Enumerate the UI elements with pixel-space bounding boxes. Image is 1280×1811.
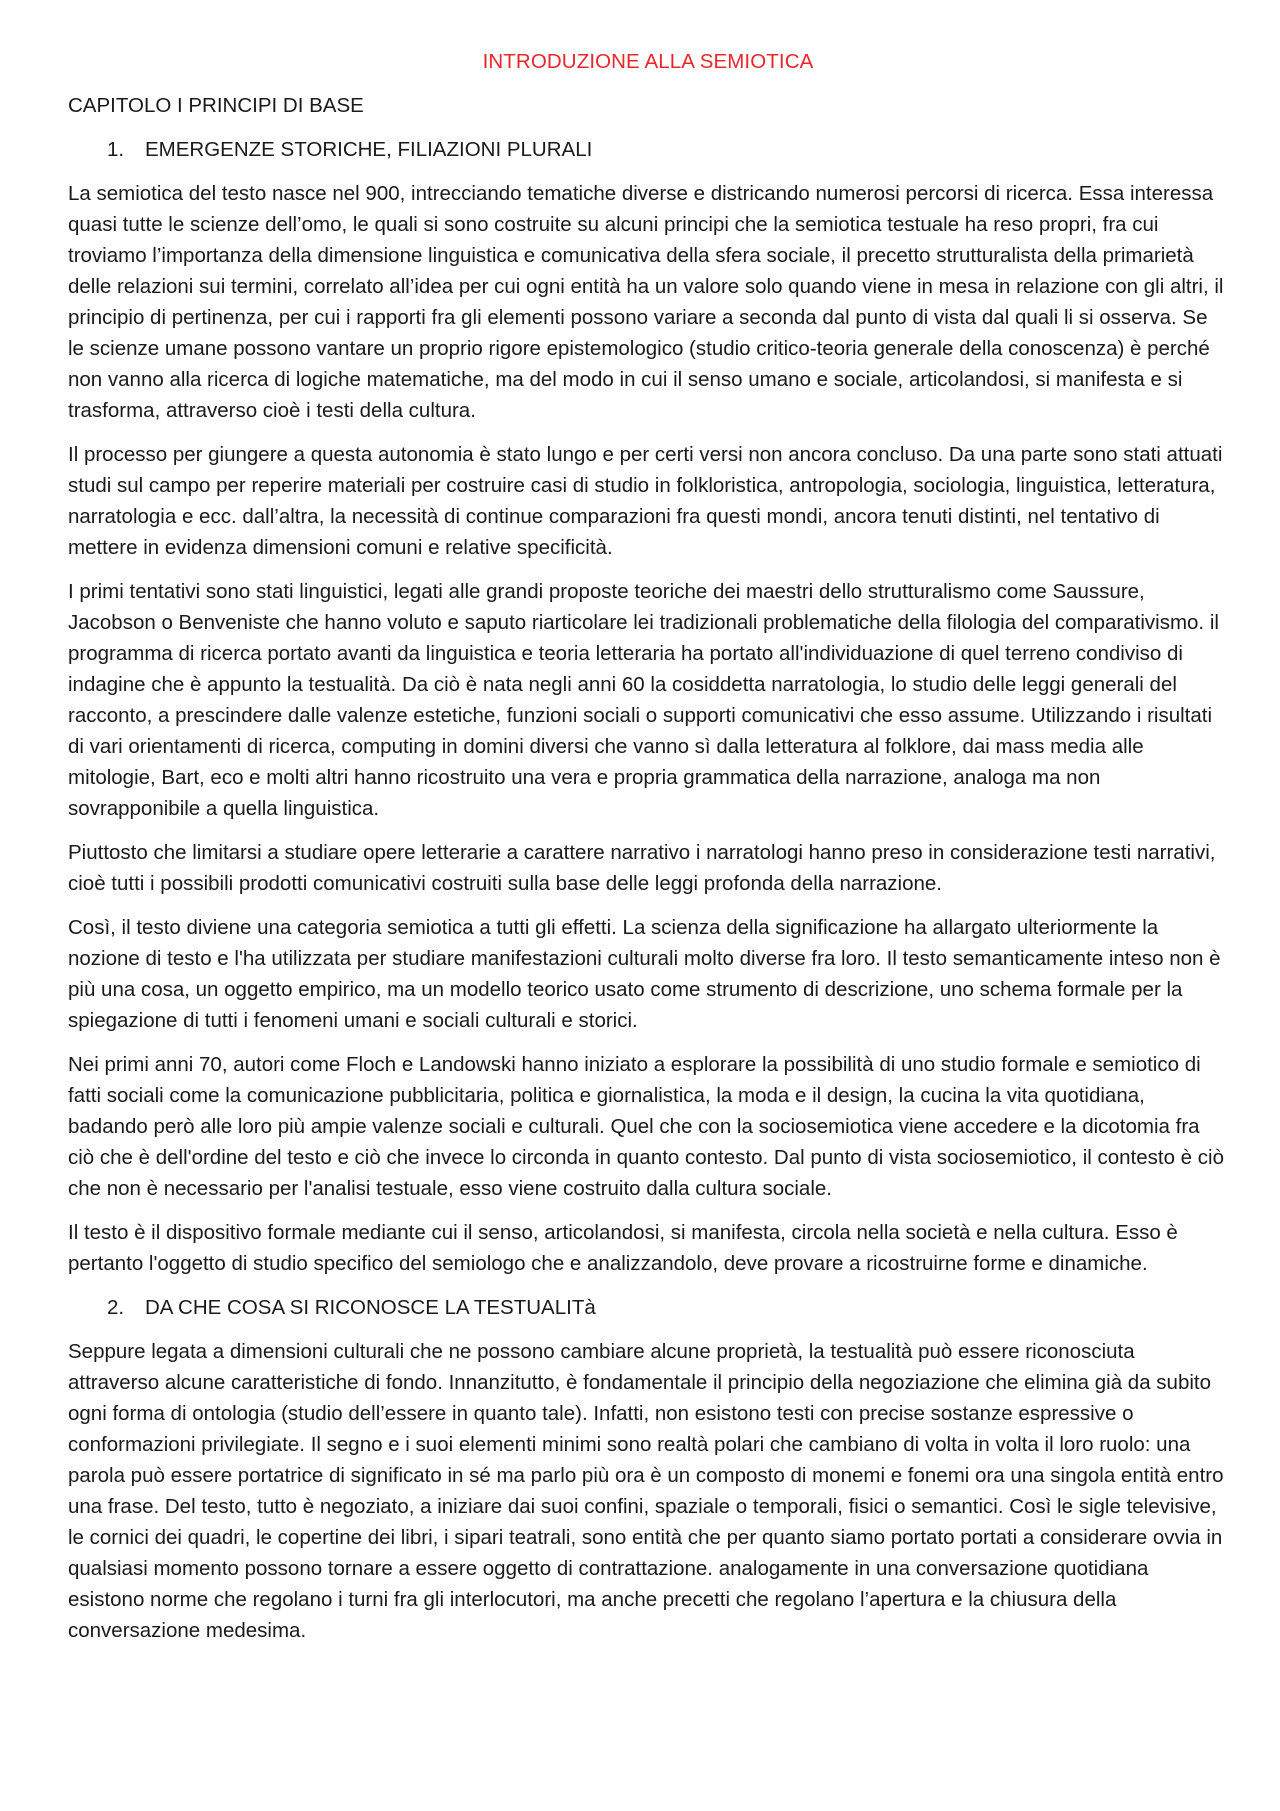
- section-number-1: 1.: [107, 138, 125, 161]
- section-heading-1: [68, 134, 1228, 165]
- paragraph: Così, il testo diviene una categoria semiotica a tutti gli effetti. La scienza della significazione ha allargato ulteriormente la nozione di testo e l'ha utilizzata per studiare manifestazioni culturali molto diverse fra loro. Il testo semanticamente inteso non è più una cosa, un oggetto empirico, ma un modello teorico usato come strumento di descrizione, uno schema formale per la spiegazione di tutti i fenomeni umani e sociali culturali e storici.: [68, 916, 1221, 1032]
- document-body: [68, 46, 1228, 1659]
- paragraph: Il testo è il dispositivo formale mediante cui il senso, articolandosi, si manifesta, circola nella società e nella cultura. Esso è pertanto l'oggetto di studio specifico del semiologo che e analizzandolo, deve provare a ricostruirne forme e dinamiche.: [68, 1221, 1178, 1275]
- section-number-2: 2.: [107, 1296, 125, 1319]
- paragraph: Seppure legata a dimensioni culturali che ne possono cambiare alcune proprietà, la testualità può essere riconosciuta attraverso alcune caratteristiche di fondo. Innanzitutto, è fondamentale il principio della negoziazione che elimina già da subito ogni forma di ontologia (studio dell’essere in quanto tale). Infatti, non esistono testi con precise sostanze espressive o conformazioni privilegiate. Il segno e i suoi elementi minimi sono realtà polari che cambiano di volta in volta il loro ruolo: una parola può essere portatrice di significato in sé ma parlo più ora è un composto di monemi e fonemi ora una singola entità entro una frase. Del testo, tutto è negoziato, a iniziare dai suoi confini, spaziale o temporali, fisici o semantici. Così le sigle televisive, le cornici dei quadri, le copertine dei libri, i sipari teatrali, sono entità che per quanto siamo portato portati a considerare ovvia in qualsiasi momento possono tornare a essere oggetto di contrattazione. analogamente in una conversazione quotidiana esistono norme che regolano i turni fra gli interlocutori, ma anche precetti che regolano l’apertura e la chiusura della conversazione medesima.: [68, 1340, 1224, 1642]
- chapter-heading: CAPITOLO I PRINCIPI DI BASE: [68, 94, 364, 117]
- section-heading-2: [68, 1292, 1228, 1323]
- document-title: INTRODUZIONE ALLA SEMIOTICA: [482, 50, 814, 73]
- paragraph: Piuttosto che limitarsi a studiare opere letterarie a carattere narrativo i narratologi hanno preso in considerazione testi narrativi, cioè tutti i possibili prodotti comunicativi costruiti sulla base delle leggi profonda della narrazione.: [68, 841, 1216, 895]
- paragraph: Nei primi anni 70, autori come Floch e Landowski hanno iniziato a esplorare la possibilità di uno studio formale e semiotico di fatti sociali come la comunicazione pubblicitaria, politica e giornalistica, la moda e il design, la cucina la vita quotidiana, badando però alle loro più ampie valenze sociali e culturali. Quel che con la sociosemiotica viene accedere e la dicotomia fra ciò che è dell'ordine del testo e ciò che invece lo circonda in quanto contesto. Dal punto di vista sociosemiotico, il contesto è ciò che non è necessario per l'analisi testuale, esso viene costruito dalla cultura sociale.: [68, 1053, 1224, 1200]
- paragraph: I primi tentativi sono stati linguistici, legati alle grandi proposte teoriche dei maestri dello strutturalismo come Saussure, Jacobson o Benveniste che hanno voluto e saputo riarticolare lei tradizionali problematiche della filologia del comparativismo. il programma di ricerca portato avanti da linguistica e teoria letteraria ha portato all'individuazione di quel terreno condiviso di indagine che è appunto la testualità. Da ciò è nata negli anni 60 la cosiddetta narratologia, lo studio delle leggi generali del racconto, a prescindere dalle valenze estetiche, funzioni sociali o supporti comunicativi che esso assume. Utilizzando i risultati di vari orientamenti di ricerca, computing in domini diversi che vanno sì dalla letteratura al folklore, dai mass media alle mitologie, Bart, eco e molti altri hanno ricostruito una vera e propria grammatica della narrazione, analoga ma non sovrapponibile a quella linguistica.: [68, 580, 1219, 820]
- section-title-1: EMERGENZE STORICHE, FILIAZIONI PLURALI: [145, 138, 593, 161]
- paragraph: Il processo per giungere a questa autonomia è stato lungo e per certi versi non ancora concluso. Da una parte sono stati attuati studi sul campo per reperire materiali per costruire casi di studio in folkloristica, antropologia, sociologia, linguistica, letteratura, narratologia e ecc. dall’altra, la necessità di continue comparazioni fra questi mondi, ancora tenuti distinti, nel tentativo di mettere in evidenza dimensioni comuni e relative specificità.: [68, 443, 1223, 559]
- section-title-2: DA CHE COSA SI RICONOSCE LA TESTUALITà: [145, 1296, 596, 1319]
- paragraph: La semiotica del testo nasce nel 900, intrecciando tematiche diverse e districando numerosi percorsi di ricerca. Essa interessa quasi tutte le scienze dell’omo, le quali si sono costruite su alcuni principi che la semiotica testuale ha reso propri, fra cui troviamo l’importanza della dimensione linguistica e comunicativa della sfera sociale, il precetto strutturalista della primarietà delle relazioni sui termini, correlato all’idea per cui ogni entità ha un valore solo quando viene in mesa in relazione con gli altri, il principio di pertinenza, per cui i rapporti fra gli elementi possono variare a seconda dal punto di vista dal quali li si osserva. Se le scienze umane possono vantare un proprio rigore epistemologico (studio critico-teoria generale della conoscenza) è perché non vanno alla ricerca di logiche matematiche, ma del modo in cui il senso umano e sociale, articolandosi, si manifesta e si trasforma, attraverso cioè i testi della cultura.: [68, 182, 1224, 422]
